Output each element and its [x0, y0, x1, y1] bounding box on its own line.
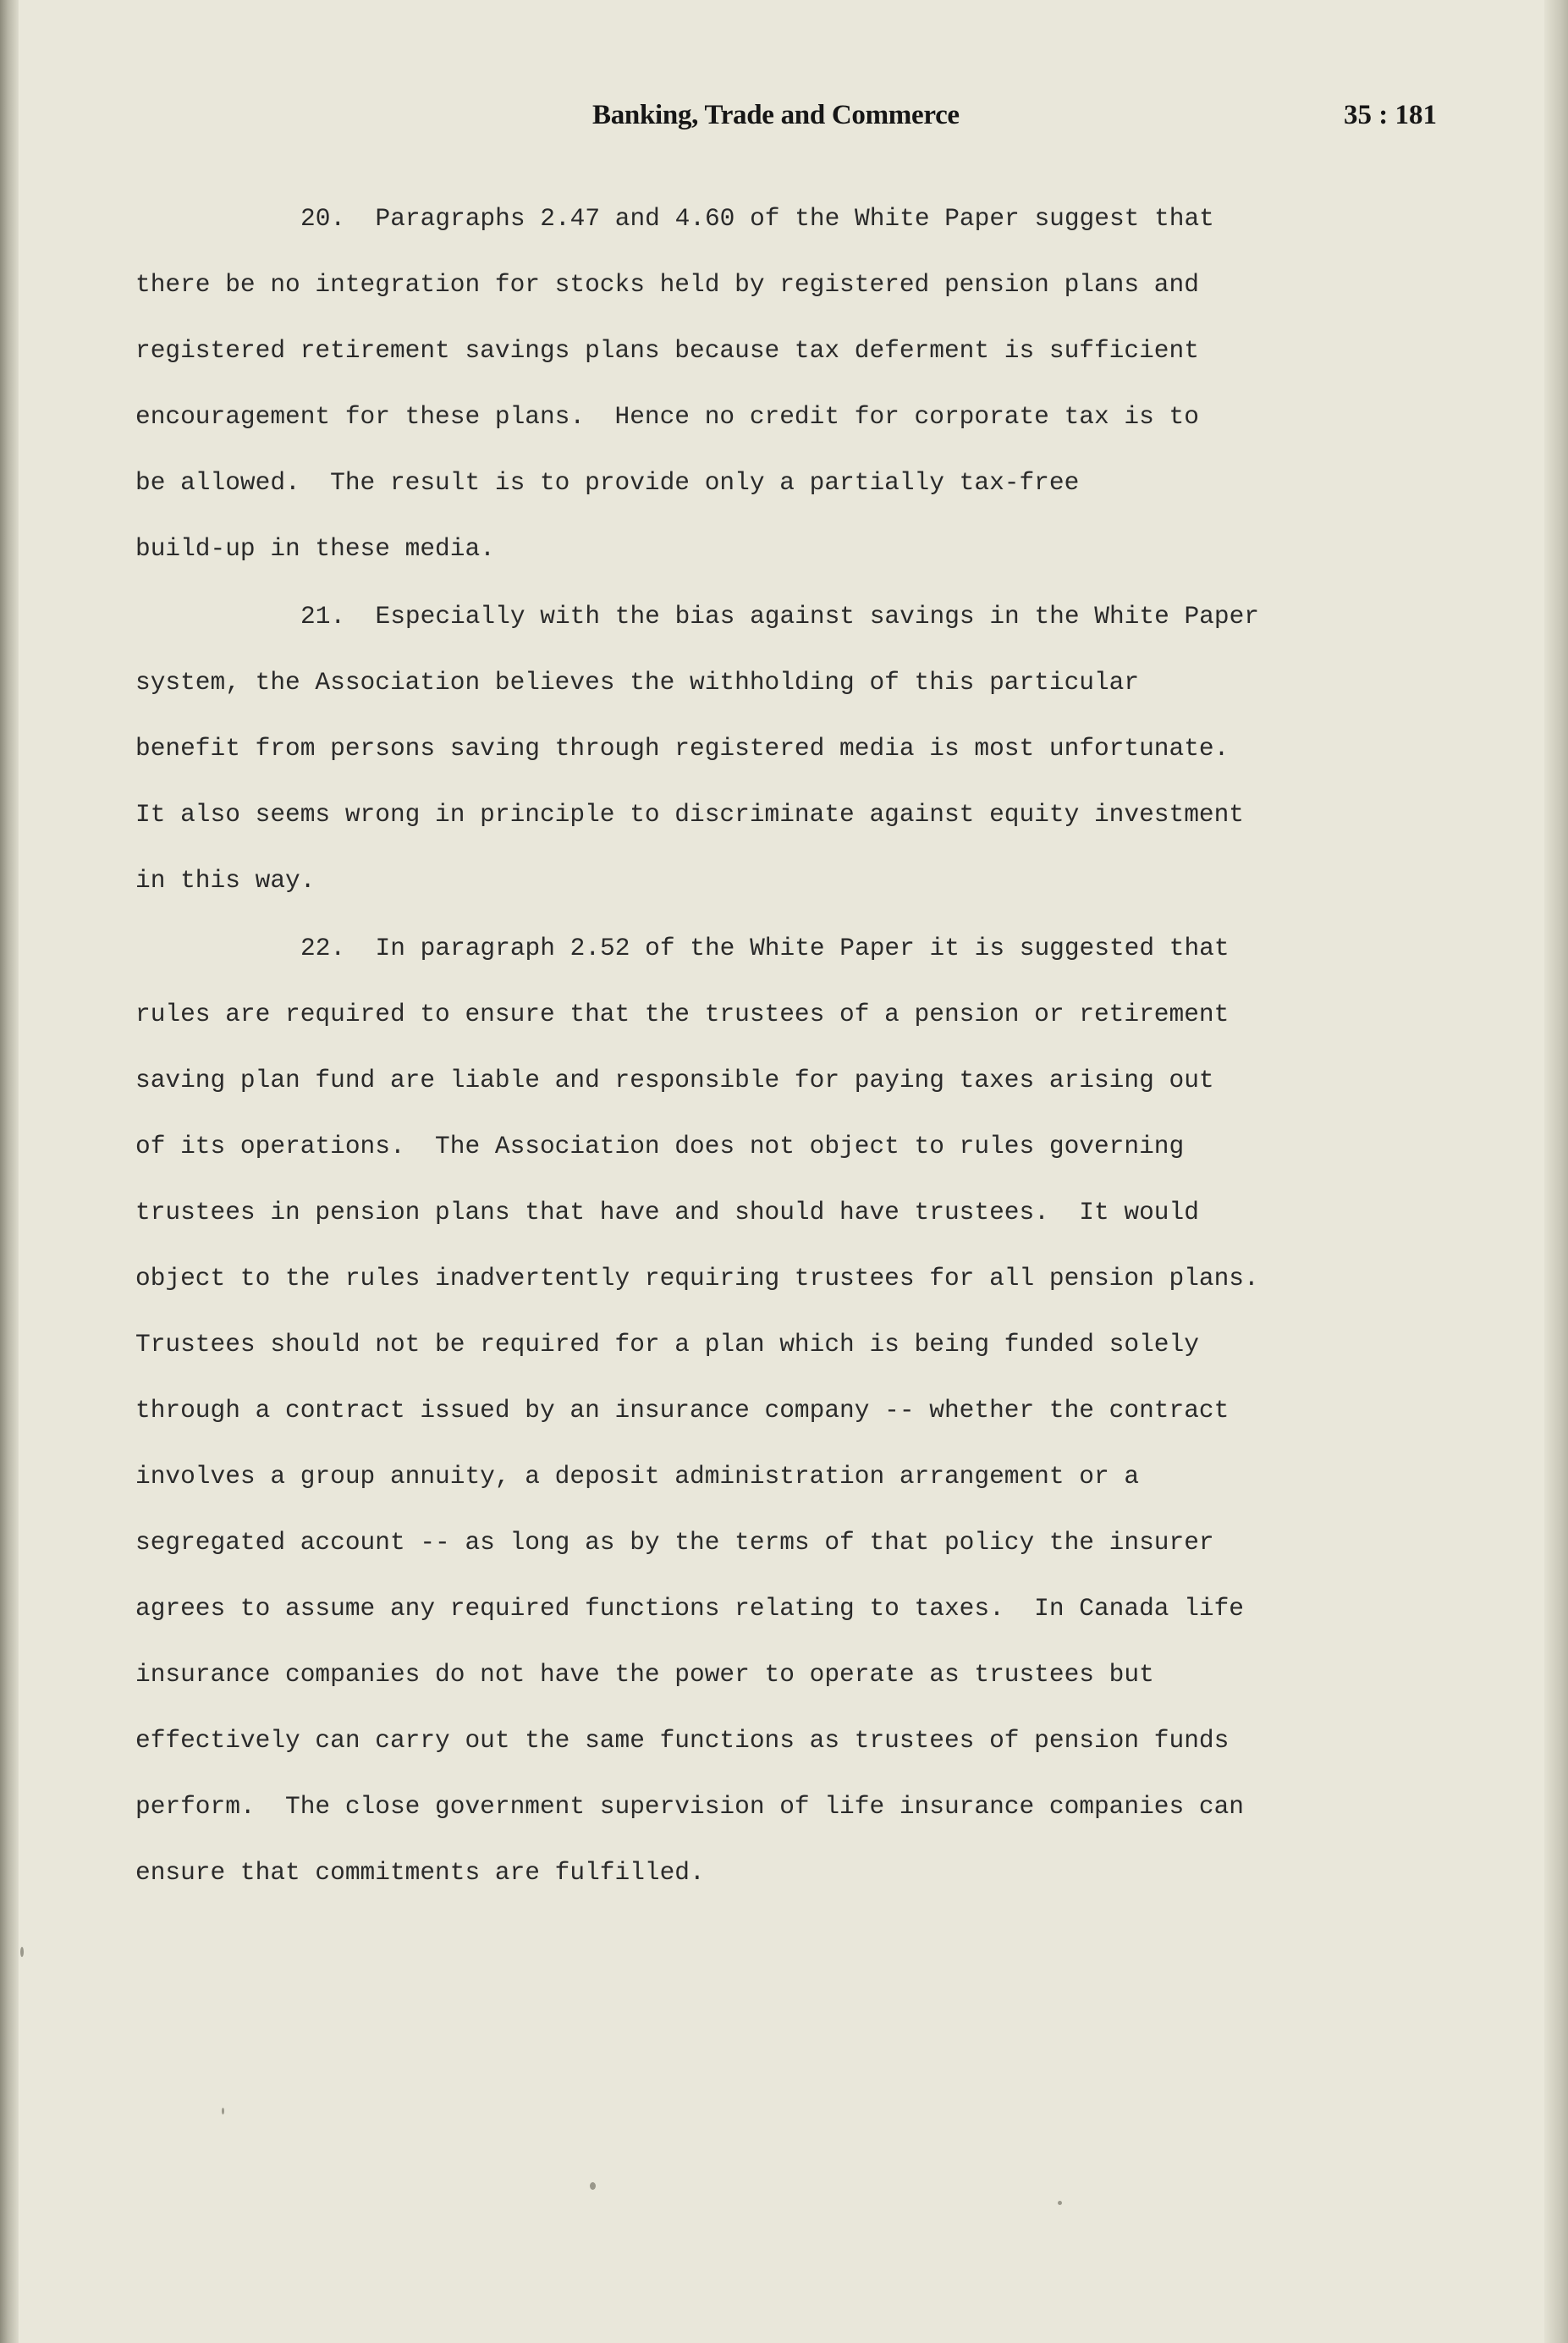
page-right-edge: [1544, 0, 1568, 2343]
text-line: encouragement for these plans. Hence no credit for corporate tax is to: [135, 402, 1199, 431]
text-line: through a contract issued by an insurance company -- whether the contract: [135, 1396, 1230, 1425]
text-line: of its operations. The Association does not object to rules governing: [135, 1132, 1185, 1160]
text-line: ensure that commitments are fulfilled.: [135, 1858, 705, 1887]
paper-speck: [590, 2182, 596, 2190]
text-line: involves a group annuity, a deposit administration arrangement or a: [135, 1462, 1140, 1491]
text-line: insurance companies do not have the power to operate as trustees but: [135, 1660, 1154, 1689]
text-line: registered retirement savings plans because tax deferment is sufficient: [135, 336, 1199, 365]
text-line: benefit from persons saving through registered media is most unfortunate.: [135, 734, 1230, 763]
paper-speck: [222, 2108, 224, 2114]
text-line: be allowed. The result is to provide only a partially tax-free: [135, 468, 1080, 497]
page-header: [0, 100, 1568, 142]
page-binding-edge: [0, 0, 19, 2343]
text-line: effectively can carry out the same functions as trustees of pension funds: [135, 1726, 1230, 1755]
text-line: 21. Especially with the bias against savings in the White Paper: [300, 602, 1259, 631]
text-line: segregated account -- as long as by the terms of that policy the insurer: [135, 1528, 1214, 1557]
text-line: build-up in these media.: [135, 534, 495, 563]
text-line: rules are required to ensure that the trustees of a pension or retirement: [135, 1000, 1230, 1028]
text-line: system, the Association believes the withholding of this particular: [135, 668, 1140, 697]
text-line: trustees in pension plans that have and should have trustees. It would: [135, 1198, 1199, 1227]
paper-speck: [1058, 2201, 1062, 2205]
paragraph-21: [135, 599, 1388, 929]
running-title: Banking, Trade and Commerce: [592, 100, 960, 130]
text-line: in this way.: [135, 866, 316, 895]
text-line: object to the rules inadvertently requiring trustees for all pension plans.: [135, 1264, 1259, 1293]
text-line: there be no integration for stocks held by registered pension plans and: [135, 270, 1199, 299]
body-text: [135, 201, 1388, 1923]
text-line: agrees to assume any required functions relating to taxes. In Canada life: [135, 1594, 1245, 1623]
text-line: saving plan fund are liable and responsible for paying taxes arising out: [135, 1066, 1214, 1094]
text-line: It also seems wrong in principle to discriminate against equity investment: [135, 800, 1245, 829]
paragraph-22: [135, 931, 1388, 1921]
page-number: 35 : 181: [1344, 100, 1437, 130]
paper-speck: [20, 1947, 24, 1957]
text-line: 20. Paragraphs 2.47 and 4.60 of the White Paper suggest that: [300, 204, 1214, 233]
paragraph-20: [135, 201, 1388, 598]
text-line: perform. The close government supervision of life insurance companies can: [135, 1792, 1245, 1821]
text-line: 22. In paragraph 2.52 of the White Paper it is suggested that: [300, 934, 1230, 962]
text-line: Trustees should not be required for a plan which is being funded solely: [135, 1330, 1199, 1359]
